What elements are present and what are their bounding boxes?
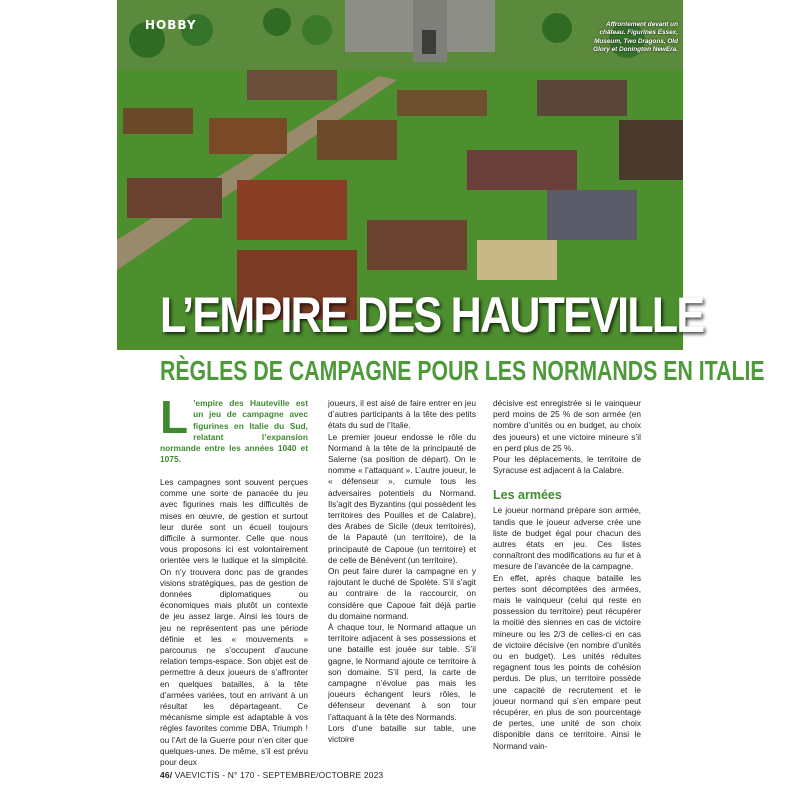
page-number: 46/ bbox=[160, 770, 173, 780]
paragraph: À chaque tour, le Normand attaque un territoire adjacent à ses possessions et une bataille est jouée sur table. S’il gagne, le Normand ajoute ce territoire à son domaine. S’il perd, la carte de campagne n’évolue pas mais les joueurs échangent leurs rôles, le défenseur devenant à son tour l’attaquant à la tête des Normands. bbox=[328, 622, 476, 722]
column-2 bbox=[328, 398, 476, 753]
lead-paragraph bbox=[160, 391, 308, 468]
article-subtitle: RÈGLES DE CAMPAGNE POUR LES NORMANDS EN ITALIE bbox=[160, 355, 765, 386]
lead-text: ’empire des Hauteville est un jeu de campagne avec figurines en Italie du Sud, relatant l’expansion normande entre les années 1040 et 1075. bbox=[160, 398, 308, 465]
paragraph: joueurs, il est aisé de faire entrer en jeu d’autres participants à la tête des petits états du sud de l’Italie. bbox=[328, 398, 476, 431]
photo-caption: Affrontement devant un château. Figurines Essex, Museum, Two Dragons, Old Glory et Donington NewEra. bbox=[593, 21, 678, 54]
paragraph: En effet, après chaque bataille les pertes sont décomptées des armées, mais le vainqueur (celui qui reste en possession du territoire) peut récupérer la moitié des siennes en cas de victoire mineure ou les 2/3 de celles-ci en cas de victoire décisive (en nombre d’unités ou en budget). Les unités réduites regagnent tous les points de cohésion perdus. De plus, un territoire possède une capacité de recrutement et le joueur normand qui s’en empare peut récupérer, en plus de son pourcentage de pertes, une unité de son choix disponible dans ce territoire. Ainsi le Normand vain- bbox=[493, 572, 641, 751]
column-1 bbox=[160, 391, 308, 768]
paragraph: décisive est enregistrée si le vainqueur perd moins de 25 % de son armée (en nombre d’unités ou en budget, au choix des joueurs) et une victoire mineure s’il en perd plus de 25 %. bbox=[493, 398, 641, 453]
paragraph: Le joueur normand prépare son armée, tandis que le joueur adverse crée une liste de budget égal pour chacun des autres états en jeu. Ces listes connaîtront des modifications au fur et à mesure de l’avancée de la campagne. bbox=[493, 505, 641, 572]
article-title: L’EMPIRE DES HAUTEVILLE bbox=[160, 287, 704, 343]
paragraph: Les campagnes sont souvent perçues comme une sorte de panacée du jeu avec figurines mais les difficultés de mises en œuvre, de gestion et surtout leur durée sont un écueil toujours difficile à surmonter. Celle que nous vous proposons ici est volontairement orientée vers le ludique et la simplicité. On n’y trouvera donc pas de grandes visions stratégiques, pas de gestion de données diplomatiques ou économiques mais plutôt un contexte de jeu assez large. Ainsi les tours de jeu ne représentent pas une période définie et les « mouvements » parcourus ne s’occupent d’aucune relation temps-espace. Son objet est de permettre à deux joueurs de s’affronter en quelques batailles, à la tête d’armées variées, tout en arrivant à un résultat les départageant. Ce mécanisme simple est adaptable à vos règles favorites comme DBA, Triumph ! ou l’Art de la Guerre pour n’en citer que quelques-unes. De même, s’il est prévu pour deux bbox=[160, 477, 308, 768]
section-heading: Les armées bbox=[493, 488, 562, 503]
paragraph: Lors d’une bataille sur table, une victoire bbox=[328, 722, 476, 745]
paragraph: Pour les déplacements, le territoire de Syracuse est adjacent à la Calabre. bbox=[493, 454, 641, 476]
paragraph: On peut faire durer la campagne en y rajoutant le duché de Spolète. S’il s’agit au contraire de la raccourcir, on considère que Capoue fait déjà partie du domaine normand. bbox=[328, 566, 476, 621]
page-footer bbox=[160, 770, 383, 780]
section-tag: HOBBY bbox=[145, 18, 197, 32]
column-3 bbox=[493, 398, 641, 753]
footer-text: VAEVICTIS - N° 170 - SEPTEMBRE/OCTOBRE 2023 bbox=[172, 770, 384, 780]
dropcap: L bbox=[160, 391, 189, 443]
paragraph: Le premier joueur endosse le rôle du Normand à la tête de la principauté de Salerne (sa position de départ). On le nomme « l’attaquant ». L’autre joueur, le « défenseur », cumule tous les adversaires potentiels du Normand. Ils’agit des Byzantins (qui possèdent les territoires des Pouilles et de Calabre), des Arabes de Sicile (deux territoires), de la Papauté (un territoire), de la principauté de Capoue (un territoire) et de celle de Bénévent (un territoire). bbox=[328, 431, 476, 565]
